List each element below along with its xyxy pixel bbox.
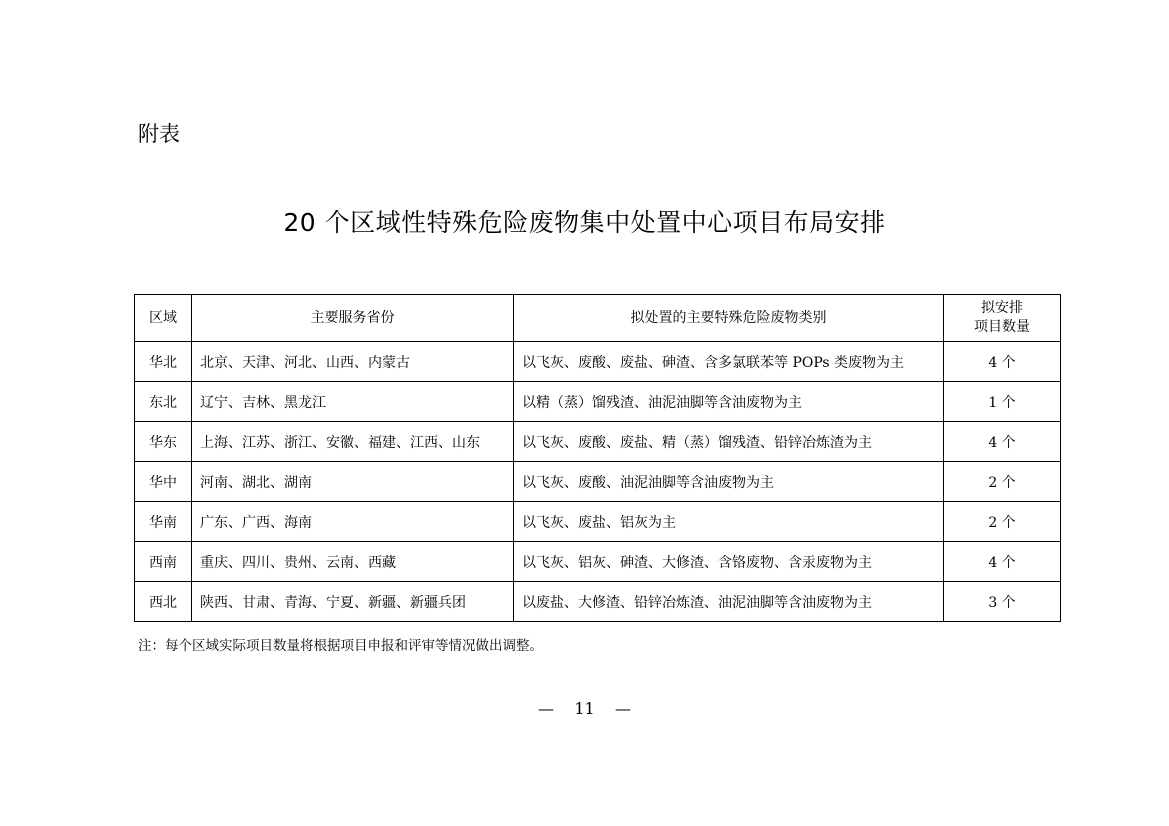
cell-waste-types: 以飞灰、铝灰、砷渣、大修渣、含铬废物、含汞废物为主 xyxy=(514,542,944,582)
cell-provinces: 上海、江苏、浙江、安徽、福建、江西、山东 xyxy=(192,422,514,462)
header-count-line2: 项目数量 xyxy=(974,319,1030,335)
cell-waste-types: 以飞灰、废盐、铝灰为主 xyxy=(514,502,944,542)
cell-waste-types: 以飞灰、废酸、废盐、砷渣、含多氯联苯等 POPs 类废物为主 xyxy=(514,342,944,382)
cell-waste-types: 以废盐、大修渣、铅锌冶炼渣、油泥油脚等含油废物为主 xyxy=(514,582,944,622)
cell-project-count: 1 个 xyxy=(944,382,1061,422)
cell-provinces: 重庆、四川、贵州、云南、西藏 xyxy=(192,542,514,582)
cell-region: 华北 xyxy=(135,342,192,382)
table-row xyxy=(135,422,1061,462)
table-row xyxy=(135,542,1061,582)
cell-provinces: 北京、天津、河北、山西、内蒙古 xyxy=(192,342,514,382)
page-number: 11 xyxy=(574,699,595,718)
cell-region: 华东 xyxy=(135,422,192,462)
header-count-line1: 拟安排 xyxy=(981,300,1023,316)
cell-provinces: 河南、湖北、湖南 xyxy=(192,462,514,502)
cell-region: 西南 xyxy=(135,542,192,582)
cell-waste-types: 以飞灰、废酸、废盐、精（蒸）馏残渣、铅锌冶炼渣为主 xyxy=(514,422,944,462)
cell-region: 华南 xyxy=(135,502,192,542)
table-row xyxy=(135,462,1061,502)
header-region: 区域 xyxy=(135,295,192,342)
cell-waste-types: 以飞灰、废酸、油泥油脚等含油废物为主 xyxy=(514,462,944,502)
table-row xyxy=(135,582,1061,622)
page-dash-left: — xyxy=(537,699,554,718)
page-footer xyxy=(0,699,1169,718)
cell-provinces: 广东、广西、海南 xyxy=(192,502,514,542)
cell-waste-types: 以精（蒸）馏残渣、油泥油脚等含油废物为主 xyxy=(514,382,944,422)
cell-region: 华中 xyxy=(135,462,192,502)
cell-project-count: 4 个 xyxy=(944,422,1061,462)
table-row xyxy=(135,342,1061,382)
cell-region: 西北 xyxy=(135,582,192,622)
header-waste-types: 拟处置的主要特殊危险废物类别 xyxy=(514,295,944,342)
appendix-label: 附表 xyxy=(138,122,180,146)
document-title: 20 个区域性特殊危险废物集中处置中心项目布局安排 xyxy=(283,208,886,237)
project-layout-table xyxy=(134,294,1061,622)
cell-project-count: 4 个 xyxy=(944,342,1061,382)
table-header-row xyxy=(135,295,1061,342)
table-note: 注：每个区域实际项目数量将根据项目申报和评审等情况做出调整。 xyxy=(138,638,543,654)
cell-project-count: 4 个 xyxy=(944,542,1061,582)
page-dash-right: — xyxy=(615,699,632,718)
cell-region: 东北 xyxy=(135,382,192,422)
table-row xyxy=(135,382,1061,422)
table-row xyxy=(135,502,1061,542)
cell-provinces: 辽宁、吉林、黑龙江 xyxy=(192,382,514,422)
header-project-count xyxy=(944,295,1061,342)
cell-provinces: 陕西、甘肃、青海、宁夏、新疆、新疆兵团 xyxy=(192,582,514,622)
cell-project-count: 2 个 xyxy=(944,502,1061,542)
cell-project-count: 2 个 xyxy=(944,462,1061,502)
cell-project-count: 3 个 xyxy=(944,582,1061,622)
header-provinces: 主要服务省份 xyxy=(192,295,514,342)
